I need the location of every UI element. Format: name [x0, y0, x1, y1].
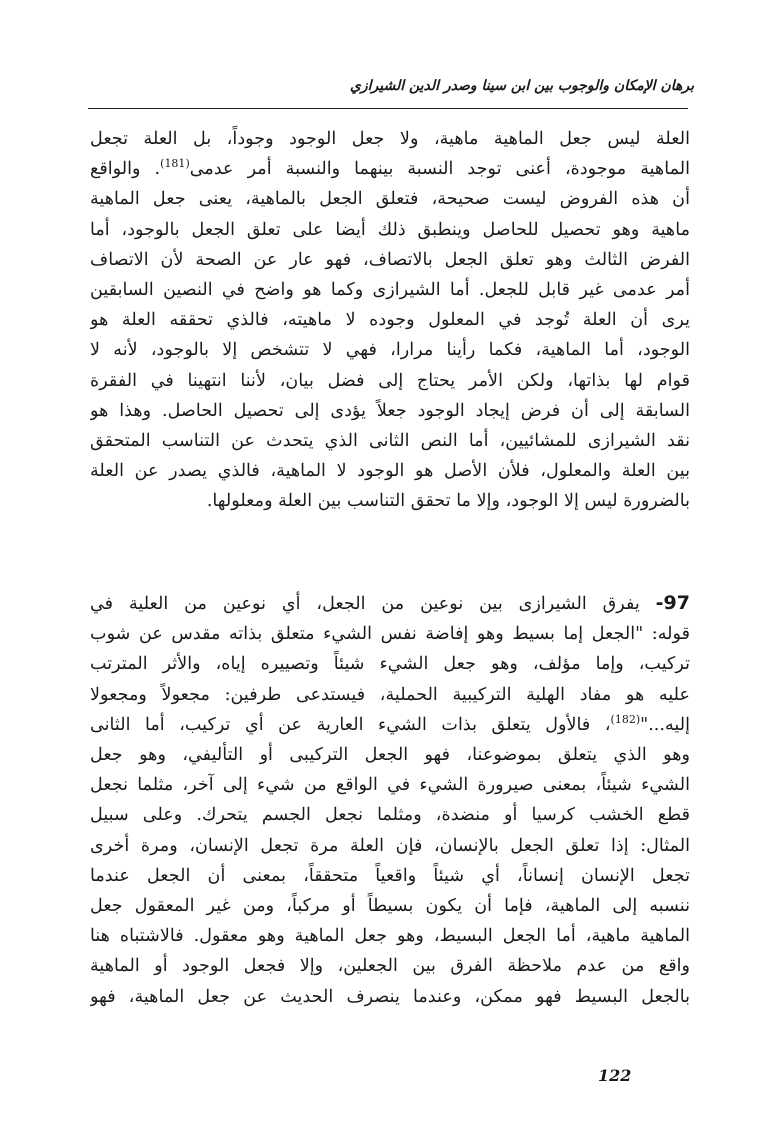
running-header: برهان الإمكان والوجوب بين ابن سينا وصدر الدين الشيرازي: [349, 78, 694, 94]
text-line: يرى أن العلة تُوجد في المعلول وجوده لا ماهيته، فالذي تحققه العلة هو: [90, 310, 690, 331]
paragraph-2: [90, 588, 690, 1012]
paragraph-number: 97-: [655, 592, 690, 614]
text-line: قوله: "الجعل إما بسيط وهو إفاضة نفس الشيء متعلق بذاته مقدس عن شوب: [90, 624, 690, 645]
text-line: قوام لها بذاتها، ولكن الأمر يحتاج إلى فضل بيان، لأننا انتهينا في الفقرة: [90, 370, 690, 391]
text-line: المثال: إذا تعلق الجعل بالإنسان، فإن العلة مرة تجعل الإنسان، ومرة أخرى: [90, 835, 690, 856]
text-line: [90, 588, 690, 619]
text-line: [90, 710, 690, 740]
text-fragment: ، فالأول يتعلق بذات الشيء العارية عن أي تركيب، أما الثانى: [90, 714, 611, 735]
text-line: الشيء شيئاً، بمعنى صيرورة الشيء في الواقع من شيء إلى آخر، مثلما نجعل: [90, 775, 690, 796]
footnote-ref-182[interactable]: (182): [610, 712, 641, 726]
page-number: 122: [598, 1066, 632, 1085]
text-line: الماهية ماهية، أما الجعل البسيط، وهو جعل الماهية وهو معقول. فالاشتباه هنا: [90, 926, 690, 947]
text-line: عليه هو مفاد الهلية التركيبية الحملية، فيستدعى طرفين: مجعولاً ومجعولا: [90, 684, 690, 705]
header-rule: [88, 108, 688, 109]
text-line: قطع الخشب كرسيا أو منضدة، ومثلما نجعل الجسم يتحرك. وعلى سبيل: [90, 805, 690, 826]
text-line: أمر عدمى غير قابل للجعل. أما الشيرازى وكما هو واضح في النصين السابقين: [90, 280, 690, 301]
text-fragment: يفرق الشيرازى بين نوعين من الجعل، أي نوعين من العلية في: [90, 594, 656, 614]
text-line: العلة ليس جعل الماهية ماهية، ولا جعل الوجود وجوداً، بل العلة تجعل: [90, 129, 690, 149]
text-line: بالجعل البسيط فهو ممكن، وعندما ينصرف الحديث عن جعل الماهية، فهو: [90, 986, 690, 1007]
text-line: ننسبه إلى الماهية، فإما أن يكون بسيطاً أو مركباً، ومن غير المعقول جعل: [90, 896, 690, 917]
text-line: أن هذه الفروض ليست صحيحة، فتعلق الجعل بالماهية، يعنى جعل الماهية: [90, 189, 690, 210]
text-line: الوجود، أما الماهية، فكما رأينا مرارا، فهي لا تتشخص إلا بالوجود، لأنه لا: [90, 340, 690, 361]
text-line: الفرض الثالث وهو تعلق الجعل بالاتصاف، فهو عار عن الصحة لأن الاتصاف: [90, 249, 690, 270]
text-fragment: إليه...": [640, 714, 690, 735]
text-line: تركيب، وإما مؤلف، وهو جعل الشيء شيئاً وتصييره إياه، والأثر المترتب: [90, 654, 690, 675]
footnote-ref-181[interactable]: (181): [160, 157, 190, 171]
text-line: وهو الذي يتعلق بموضوعنا، فهو الجعل التركيبى أو التأليفي، وهو جعل: [90, 745, 690, 766]
paragraph-1: [90, 124, 690, 517]
text-line: بين العلة والمعلول، فلأن الأصل هو الوجود لا الماهية، فالذي يصدر عن العلة: [90, 461, 690, 482]
text-line: بالضرورة ليس إلا الوجود، وإلا ما تحقق التناسب بين العلة ومعلولها.: [206, 491, 690, 512]
text-fragment: . والواقع: [90, 159, 161, 180]
text-line: واقع من عدم ملاحظة الفرق بين الجعلين، وإلا فجعل الوجود أو الماهية: [90, 956, 690, 977]
text-line: السابقة إلى أن فرض إيجاد الوجود جعلاً يؤدى إلى تحصيل الحاصل. وهذا هو: [90, 400, 690, 421]
text-line: ماهية وهو تحصيل للحاصل وينطبق ذلك أيضا على تعلق الجعل بالوجود، أما: [90, 219, 690, 240]
text-line: [90, 154, 690, 184]
text-line: نقد الشيرازى للمشائيين، أما النص الثانى الذي يتحدث عن التناسب المتحقق: [90, 431, 690, 452]
text-line: تجعل الإنسان إنساناً، أي شيئاً واقعياً متحققاً، بمعنى أن الجعل عندما: [90, 865, 690, 886]
text-fragment: الماهية موجودة، أعنى توجد النسبة بينهما والنسبة أمر عدمى: [189, 159, 690, 180]
